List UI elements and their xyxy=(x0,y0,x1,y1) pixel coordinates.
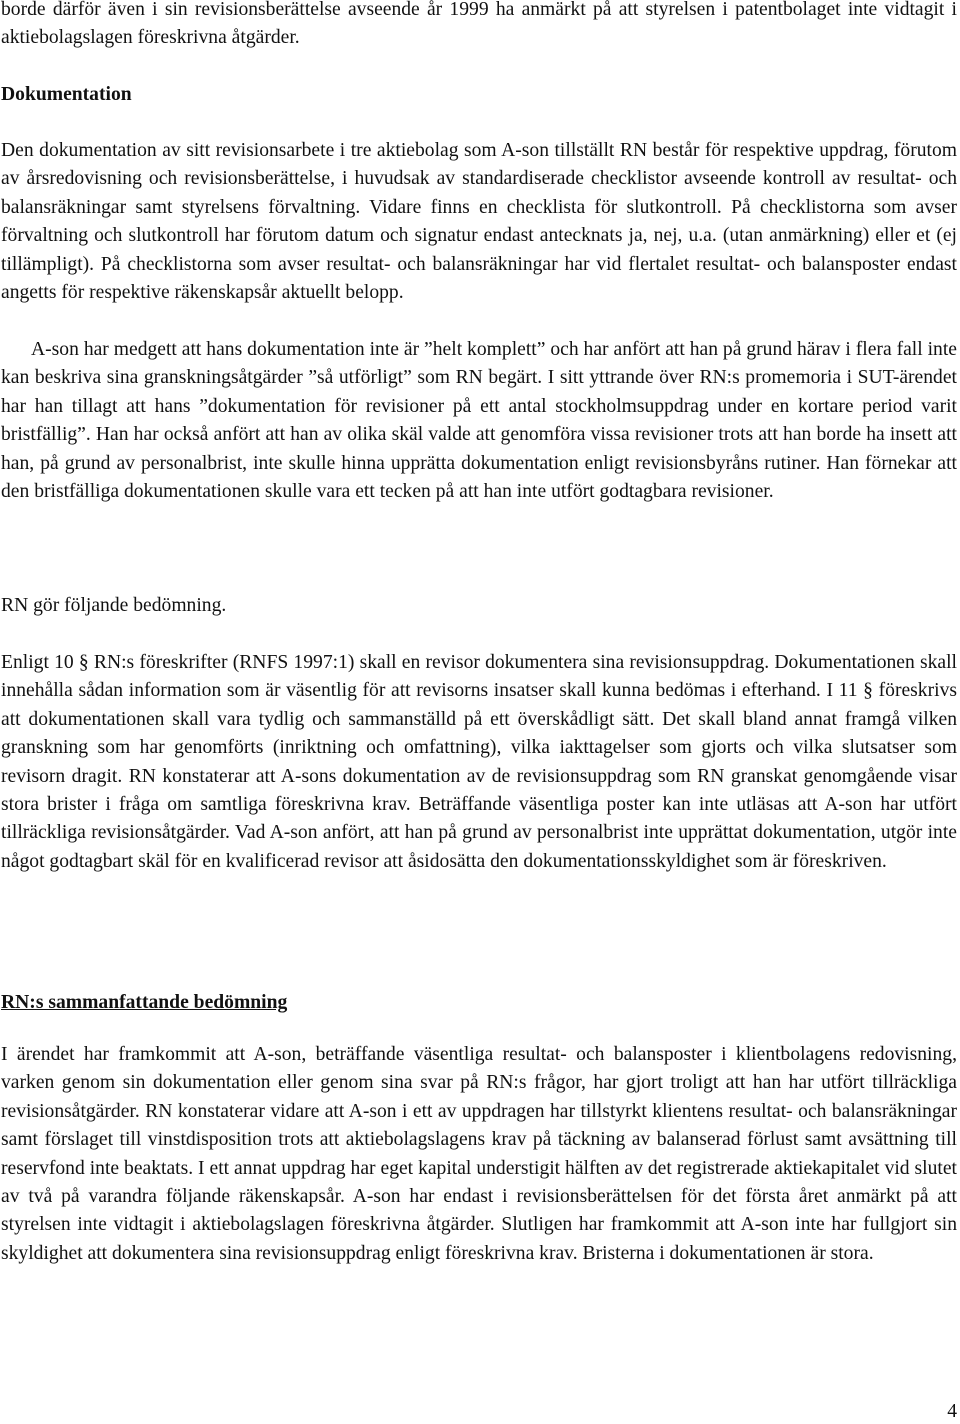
paragraph-rn-assessment-intro: RN gör följande bedömning. xyxy=(1,595,227,616)
page-number: 4 xyxy=(947,1401,957,1422)
paragraph-ason-statement: A-son har medgett att hans dokumentation inte är ”helt komplett” och har anfört att han på grund härav i flera fall inte kan beskriva sina granskningsåtgärder ”så utförligt” som RN begärt. I sitt yttrande över RN:s promemoria i SUT-ärendet har han tillagt att hans ”dokumentation för revisioner på ett antal stockholmsuppdrag under en kortare period varit bristfällig”. Han har också anfört att han av olika skäl valde att genomföra vissa revisioner trots att han borde ha insett att han, på grund av personalbrist, inte skulle hinna upprätta dokumentation enligt revisionsbyråns rutiner. Han förnekar att den bristfälliga dokumentationen skulle vara ett tecken på att han inte utfört godtagbara revisioner. xyxy=(1,339,957,503)
paragraph-rn-assessment: Enligt 10 § RN:s föreskrifter (RNFS 1997:1) skall en revisor dokumentera sina revisionsuppdrag. Dokumentationen skall innehålla sådan information som är väsentlig för att revisorns insatser skall kunna bedömas i efterhand. I 11 § föreskrivs att dokumentationen skall vara tydlig och sammanställd på ett överskådligt sätt. Det skall bland annat framgå vilken granskning som har genomförts (inriktning och omfattning), vilka iakttagelser som gjorts och vilka slutsatser som revisorn dragit. RN konstaterar att A-sons dokumentation av de revisionsuppdrag som RN granskat genomgående visar stora brister i fråga om samtliga föreskrivna krav. Beträffande väsentliga poster kan inte utläsas att A-son har utfört tillräckliga revisionsåtgärder. Vad A-son anfört, att han på grund av personalbrist inte upprättat dokumentation, utgör inte något godtagbart skäl för en kvalificerad revisor att åsidosätta den dokumentationsskyldighet som är föreskriven. xyxy=(1,652,957,872)
paragraph-summary: I ärendet har framkommit att A-son, beträffande väsentliga resultat- och balansposter i klientbolagens redovisning, varken genom sin dokumentation eller genom sina svar på RN:s frågor, har gjort troligt att han har utfört tillräckliga revisionsåtgärder. RN konstaterar vidare att A-son i ett av uppdragen har tillstyrkt klientens resultat- och balansräkningar samt förslaget till vinstdisposition trots att aktiebolagslagens krav på täckning av balanserad förlust samt avsättning till reservfond inte beaktats. I ett annat uppdrag har eget kapital understigit hälften av det registrerade aktiekapitalet vid slutet av två på varandra följande räkenskapsår. A-son har endast i revisionsberättelsen för det första året anmärkt på att styrelsen inte vidtagit i aktiebolagslagen föreskrivna åtgärder. Slutligen har framkommit att A-son inte har fullgjort sin skyldighet att dokumentera sina revisionsuppdrag enligt föreskrivna krav. Bristerna i dokumentationen är stora. xyxy=(1,1044,957,1264)
intro-paragraph: borde därför även i sin revisionsberättelse avseende år 1999 ha anmärkt på att styrelsen i patentbolaget inte vidtagit i aktiebolagslagen föreskrivna åtgärder. xyxy=(1,0,957,49)
paragraph-dokumentation-description: Den dokumentation av sitt revisionsarbete i tre aktiebolag som A-son tillställt RN består för respektive uppdrag, förutom av årsredovisning och revisionsberättelse, i huvudsak av standardiserade checklistor avseende kontroll av resultat- och balansräkningar samt styrelsens förvaltning. Vidare finns en checklista för slutkontroll. På checklistorna som avser förvaltning och slutkontroll har förutom datum och signatur endast antecknats ja, nej, u.a. (utan anmärkning) eller et (ej tillämpligt). På checklistorna som avser resultat- och balansräkningar har vid flertalet resultat- och balansposter endast angetts för respektive räkenskapsår aktuellt belopp. xyxy=(1,140,957,304)
section-heading-dokumentation: Dokumentation xyxy=(1,84,132,105)
section-heading-summary: RN:s sammanfattande bedömning xyxy=(1,992,288,1013)
